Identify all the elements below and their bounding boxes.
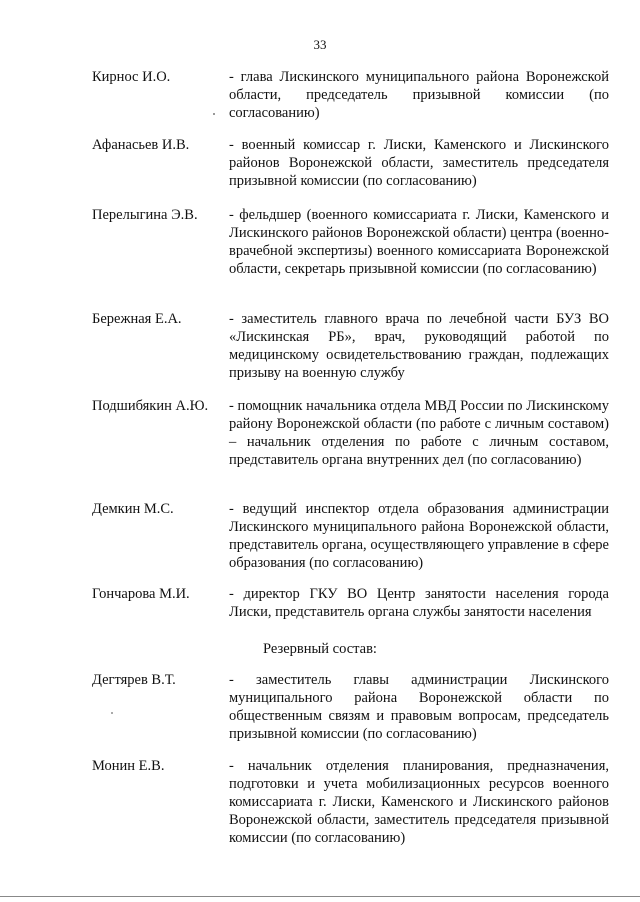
reserve-member-role-1: - заместитель главы администрации Лискинского муниципального района Воронежской области по общественным связям и правовым вопросам, председатель призывной комиссии (по согласованию) [229, 672, 609, 742]
reserve-section-title: Резервный состав: [263, 641, 377, 657]
member-role-5: - помощник начальника отдела МВД России по Лискинскому району Воронежской области (по работе с личным составом) – начальник отделения по работе с личным составом, представитель органа внутренних дел (по согласованию) [229, 398, 609, 468]
member-name-4: Бережная Е.А. [92, 311, 182, 327]
member-role-1: - глава Лискинского муниципального района Воронежской области, председатель призывной комиссии (по согласованию) [229, 69, 609, 121]
scan-speck [111, 712, 113, 714]
page-bottom-rule [0, 896, 640, 897]
member-name-7: Гончарова М.И. [92, 586, 190, 602]
member-role-2: - военный комиссар г. Лиски, Каменского и Лискинского районов Воронежской области, заместитель председателя призывной комиссии (по согласованию) [229, 137, 609, 189]
reserve-member-name-2: Монин Е.В. [92, 758, 165, 774]
member-name-2: Афанасьев И.В. [92, 137, 190, 153]
member-role-3: - фельдшер (военного комиссариата г. Лиски, Каменского и Лискинского районов Воронежской области) центра (военно-врачебной экспертизы) военного комиссариата Воронежской области, секретарь призывной комиссии (по согласованию) [229, 207, 609, 277]
scan-speck [213, 113, 215, 115]
member-name-6: Демкин М.С. [92, 501, 174, 517]
member-role-7: - директор ГКУ ВО Центр занятости населения города Лиски, представитель органа службы занятости населения [229, 586, 609, 620]
member-name-5: Подшибякин А.Ю. [92, 398, 209, 414]
member-role-4: - заместитель главного врача по лечебной части БУЗ ВО «Лискинская РБ», врач, руководящий работой по медицинскому освидетельствованию граждан, подлежащих призыву на военную службу [229, 311, 609, 381]
page-number: 33 [313, 37, 327, 52]
member-name-3: Перелыгина Э.В. [92, 207, 198, 223]
reserve-member-name-1: Дегтярев В.Т. [92, 672, 176, 688]
reserve-member-role-2: - начальник отделения планирования, предназначения, подготовки и учета мобилизационных ресурсов военного комиссариата г. Лиски, Каменского и Лискинского районов Воронежской области, заместитель председателя призывной комиссии (по согласованию) [229, 758, 609, 846]
member-role-6: - ведущий инспектор отдела образования администрации Лискинского муниципального района Воронежской области, представитель органа, осуществляющего управление в сфере образования (по согласованию) [229, 501, 609, 571]
member-name-1: Кирнос И.О. [92, 69, 171, 85]
